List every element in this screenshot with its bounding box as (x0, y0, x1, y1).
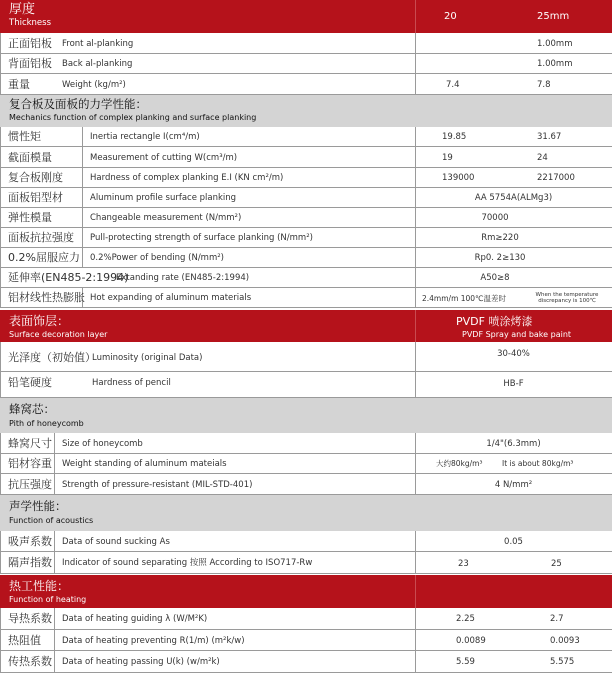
section-value-cn: PVDF 喷涂烤漆 (456, 315, 533, 328)
row-value: 5.575 (550, 657, 575, 667)
table-row (0, 372, 612, 398)
row-label-en: Inertia rectangle I(cm⁴/m) (90, 132, 200, 142)
table-row (0, 33, 612, 54)
row-label-cn: 面板铝型材 (8, 191, 63, 204)
table-row (0, 208, 612, 228)
row-value: 30-40% (497, 349, 530, 359)
row-value: 24 (537, 153, 548, 163)
row-label-en: Hardness of complex planking E.I (KN cm²/m) (90, 173, 284, 183)
row-value: 25 (551, 559, 562, 569)
row-value: 7.4 (446, 80, 460, 90)
table-row (0, 531, 612, 552)
row-label-en: Extanding rate (EN485-2:1994) (116, 273, 250, 283)
section-title-en: Function of acoustics (9, 516, 94, 525)
row-label-en: Data of heating guiding λ (W/M²K) (62, 614, 208, 624)
thickness-col-25: 25mm (537, 11, 570, 22)
row-value: 19 (442, 153, 453, 163)
row-label-en: Indicator of sound separating 按照 According to ISO717-Rw (62, 558, 313, 568)
row-label-en: Data of heating preventing R(1/m) (m²k/w) (62, 636, 245, 646)
table-row (0, 552, 612, 574)
row-label-en: Pull-protecting strength of surface planking (N/mm²) (90, 233, 313, 243)
row-label-cn: 吸声系数 (8, 535, 52, 548)
thickness-header-row (0, 0, 612, 33)
row-label-en: Luminosity (original Data) (92, 353, 203, 363)
row-value: 大约80kg/m³ (436, 459, 483, 468)
section-honeycomb-header (0, 398, 612, 433)
row-label-cn: 复合板刚度 (8, 171, 63, 184)
table-row (0, 188, 612, 208)
section-surface-header (0, 310, 612, 342)
table-row (0, 288, 612, 308)
section-title-cn: 声学性能： (9, 499, 67, 513)
table-row (0, 342, 612, 372)
row-note: When the temperature discrepancy is 100℃ (535, 292, 599, 305)
row-label-en: Data of heating passing U(k) (w/m²k) (62, 657, 220, 667)
column-divider (415, 0, 416, 33)
row-label-cn: 重量 (8, 78, 30, 91)
table-row (0, 268, 612, 288)
table-row (0, 454, 612, 474)
table-row (0, 608, 612, 630)
row-label-en: Front al-planking (62, 39, 134, 49)
row-label-en: Changeable measurement (N/mm²) (90, 213, 242, 223)
row-value: 2217000 (537, 173, 575, 183)
row-label-cn: 正面铝板 (8, 37, 52, 50)
table-row (0, 433, 612, 454)
section-value-en: PVDF Spray and bake paint (462, 330, 572, 339)
row-label-cn: 背面铝板 (8, 57, 52, 70)
row-label-cn: 传热系数 (8, 655, 52, 668)
row-value: 19.85 (442, 132, 467, 142)
section-title-cn: 热工性能： (9, 579, 70, 593)
section-mechanics-header (0, 95, 612, 127)
row-value: HB-F (503, 379, 524, 389)
row-label-cn: 0.2%屈服应力 (8, 251, 80, 264)
row-label-cn: 惯性矩 (8, 130, 41, 143)
row-label-cn: 热阻值 (8, 634, 41, 647)
row-value: AA 5754A(ALMg3) (474, 193, 553, 203)
row-value: It is about 80kg/m³ (502, 459, 574, 468)
row-label-cn: 截面模量 (8, 151, 52, 164)
row-label-en: Data of sound sucking As (62, 537, 170, 547)
row-label-en: Aluminum profile surface planking (90, 193, 237, 203)
row-label-en: Strength of pressure-resistant (MIL-STD-401) (62, 480, 253, 490)
row-label-cn: 蜂窝尺寸 (8, 437, 52, 450)
row-value: 1.00mm (537, 59, 573, 69)
row-label-cn: 铝材线性热膨胀 (8, 291, 85, 304)
row-label-cn: 铅笔硬度 (8, 376, 52, 389)
section-title-en: Pith of honeycomb (9, 419, 84, 428)
row-value: 139000 (442, 173, 475, 183)
row-value: 0.0089 (456, 636, 486, 646)
row-value: 7.8 (537, 80, 551, 90)
table-row (0, 651, 612, 673)
row-value: 0.05 (504, 537, 523, 547)
table-row (0, 248, 612, 268)
row-label-en: 0.2%Power of bending (N/mm²) (90, 253, 224, 263)
row-label-en: Size of honeycomb (62, 439, 143, 449)
row-value: 1/4"(6.3mm) (486, 439, 541, 449)
row-value: 2.7 (550, 614, 564, 624)
section-title-en: Function of heating (9, 595, 87, 604)
thickness-title-en: Thickness (9, 18, 52, 28)
row-value: 70000 (481, 213, 509, 223)
row-value: 5.59 (456, 657, 475, 667)
table-row (0, 54, 612, 74)
section-title-cn: 蜂窝芯： (9, 402, 55, 416)
row-label-cn: 弹性模量 (8, 211, 52, 224)
row-value: 2.25 (456, 614, 475, 624)
table-row (0, 228, 612, 248)
row-value: 4 N/mm² (494, 480, 533, 490)
section-title-cn: 表面饰层： (9, 314, 70, 328)
table-row (0, 474, 612, 495)
row-value: 31.67 (537, 132, 562, 142)
row-label-en: Weight (kg/m²) (62, 80, 126, 90)
row-label-cn: 隔声指数 (8, 556, 52, 569)
row-label-cn: 铝材容重 (8, 457, 52, 470)
row-label-cn: 抗压强度 (8, 478, 52, 491)
table-row (0, 168, 612, 188)
thickness-title-cn: 厚度 (9, 2, 36, 17)
table-row (0, 630, 612, 651)
section-title-en: Surface decoration layer (9, 330, 108, 339)
row-value: Rp0. 2≥130 (474, 253, 526, 263)
row-label-cn: 面板抗拉强度 (8, 231, 74, 244)
thickness-col-20: 20 (444, 11, 457, 22)
row-value: A50≥8 (480, 273, 510, 283)
section-acoustics-header (0, 495, 612, 531)
row-value: 0.0093 (550, 636, 580, 646)
row-value: Rm≥220 (481, 233, 519, 243)
row-value: 2.4mm/m 100℃温差时 (422, 294, 506, 303)
row-label-cn: 光泽度（初始值） (8, 351, 96, 364)
section-heating-header (0, 575, 612, 608)
table-row (0, 147, 612, 168)
row-label-en: Back al-planking (62, 59, 133, 69)
row-label-en: Measurement of cutting W(cm³/m) (90, 153, 238, 163)
row-label-cn: 导热系数 (8, 612, 52, 625)
row-label-en: Weight standing of aluminum mateials (62, 459, 227, 469)
section-title-cn: 复合板及面板的力学性能： (9, 97, 147, 111)
row-value: 23 (458, 559, 469, 569)
section-title-en: Mechanics function of complex planking and surface planking (9, 113, 257, 122)
row-label-en: Hot expanding of aluminum materials (90, 293, 252, 303)
row-label-en: Hardness of pencil (92, 378, 171, 388)
table-row (0, 127, 612, 147)
table-row (0, 74, 612, 95)
row-label-cn: 延伸率(EN485-2:1994) (8, 271, 129, 284)
row-value: 1.00mm (537, 39, 573, 49)
